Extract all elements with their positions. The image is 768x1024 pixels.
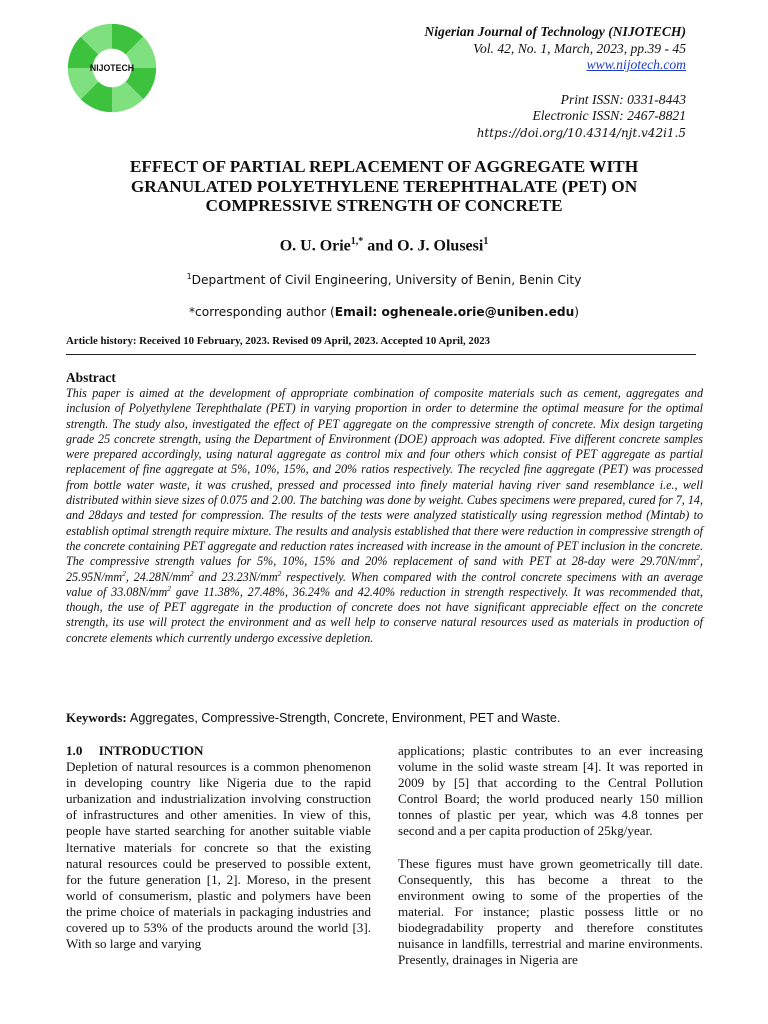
electronic-issn: Electronic ISSN: 2467-8821 (532, 108, 686, 123)
keywords-label: Keywords: (66, 710, 127, 725)
corresponding-email[interactable]: Email: ogheneale.orie@uniben.edu (334, 305, 575, 319)
article-history: Article history: Received 10 February, 2023. Revised 09 April, 2023. Accepted 10 April, 2023 (66, 335, 491, 347)
logo-text: NIJOTECH (89, 62, 135, 73)
authors (60, 236, 708, 255)
title-line-2: GRANULATED POLYETHYLENE TEREPHTHALATE (PET) ON (130, 176, 638, 196)
title-line-3: COMPRESSIVE STRENGTH OF CONCRETE (205, 196, 563, 215)
intro-column-left (66, 743, 371, 952)
keywords-text: Aggregates, Compressive-Strength, Concrete, Environment, PET and Waste. (129, 711, 561, 725)
journal-name: Nigerian Journal of Technology (NIJOTECH) (424, 24, 686, 39)
intro-heading: 1.0 INTRODUCTION (66, 743, 204, 758)
author-1: O. U. Orie (279, 237, 351, 255)
intro-column-right (398, 743, 703, 968)
intro-paragraph-1: Depletion of natural resources is a common phenomenon in developing country like Nigeria due to the rapid urbanization and industrialization involving construction of infrastructures and other amenities. In view of this, people have started searching for another suitable viable lternative materials for concrete so that the existing natural resources could be preserved to possible extent, for the future generation [1, 2]. Moreso, in the present world of consumerism, plastic and polymers have been the prime choice of materials in packaging industries and covered up to 53% of the products around the world [3]. With so large and varying (66, 759, 371, 952)
intro-paragraph-2: applications; plastic contributes to an ever increasing volume in the solid waste stream [4]. It was reported in 2009 by [5] that according to the Central Pollution Control Board; the world produced nearly 150 million tonnes of plastic per year, which was 4.8 tonnes per second and a per capita production of 25kg/year. (398, 743, 703, 839)
intro-paragraph-3: These figures must have grown geometrically till date. Consequently, this has become a threat to the environment owing to some of the properties of the material. For instance; plastic possess little or no biodegradability property and therefore constitutes nuisance in landfills, terrestrial and marine environments. Presently, drainages in Nigeria are (398, 855, 703, 968)
nijotech-logo (66, 22, 158, 114)
paper-title (60, 157, 708, 216)
journal-website-link[interactable]: www.nijotech.com (586, 57, 686, 72)
affiliation-mark: 1 (186, 272, 192, 281)
author-1-affil: 1,* (350, 236, 364, 247)
corresponding-close: ) (574, 305, 580, 319)
corresponding-author (60, 305, 708, 319)
keywords (66, 710, 706, 726)
affiliation (60, 272, 708, 287)
author-2-affil: 1 (483, 236, 489, 247)
title-line-1: EFFECT OF PARTIAL REPLACEMENT OF AGGREGATE WITH (129, 157, 639, 176)
header-divider (66, 354, 696, 355)
abstract-text: This paper is aimed at the development of appropriate combination of composite materials such as cement, aggregates and inclusion of Polyethylene Terephthalate (PET) in varying proportion in order to determine the optimal measure for the optimal strength. The study also, investigated the effect of PET aggregate on the compressive strength of concrete. Mix design targeting grade 25 concrete strength, using the Department of Environment (DOE) approach was adopted. Five different concrete samples were prepared accordingly, using natural aggregate as control mix and four others which consist of PET aggregate as partial replacement of fine aggregate at 5%, 10%, 15%, and 20% ratios respectively. The recycled fine aggregate (PET) was processed from bottle water waste, it was crushed, pressed and processed into finely material having river sand resemblance i.e., well distributed within sieve sizes of 0.075 and 2.00. The batching was done by weight. Cubes specimens were prepared, cured for 7, 14, and 28days and tested for compression. The results of the tests were analyzed statistically using regression method (Mintab) to establish optimal strength require mixture. The results and analysis established that there were reduction in compressive strength of the concrete containing PET aggregate and reduction rates increased with increase in the amount of PET inclusion in the concrete. The compressive strength values for 5%, 10%, 15% and 20% replacement of sand with PET at 28-day were $29.70N/mm^2$, $25.95N/mm^2$, $24.28N/mm^2$ and $23.23N/mm^2$ respectively. When compared with the control concrete specimens with an average value of $33.08N/mm^2$ gave 11.38%, 27.48%, 36.24% and 42.40% reduction in strength respectively. It was recommended that, though, the use of PET aggregate in the production of concrete does not have significant appreciable effect on the concrete strength, its use will protect the environment and as well help to conserve natural resources used as materials in production of concrete elements which currently undergo excessive depletion. (66, 386, 704, 645)
journal-volume: Vol. 42, No. 1, March, 2023, pp.39 - 45 (473, 40, 686, 56)
affiliation-text: Department of Civil Engineering, University of Benin, Benin City (191, 273, 582, 288)
print-issn: Print ISSN: 0331-8443 (560, 91, 686, 107)
doi-link[interactable]: https://doi.org/10.4314/njt.v42i1.5 (476, 125, 686, 140)
corresponding-label: *corresponding author ( (188, 305, 335, 319)
journal-header (424, 24, 686, 141)
authors-and: and (367, 237, 394, 255)
abstract-heading: Abstract (66, 370, 116, 385)
author-2: O. J. Olusesi (397, 237, 484, 255)
